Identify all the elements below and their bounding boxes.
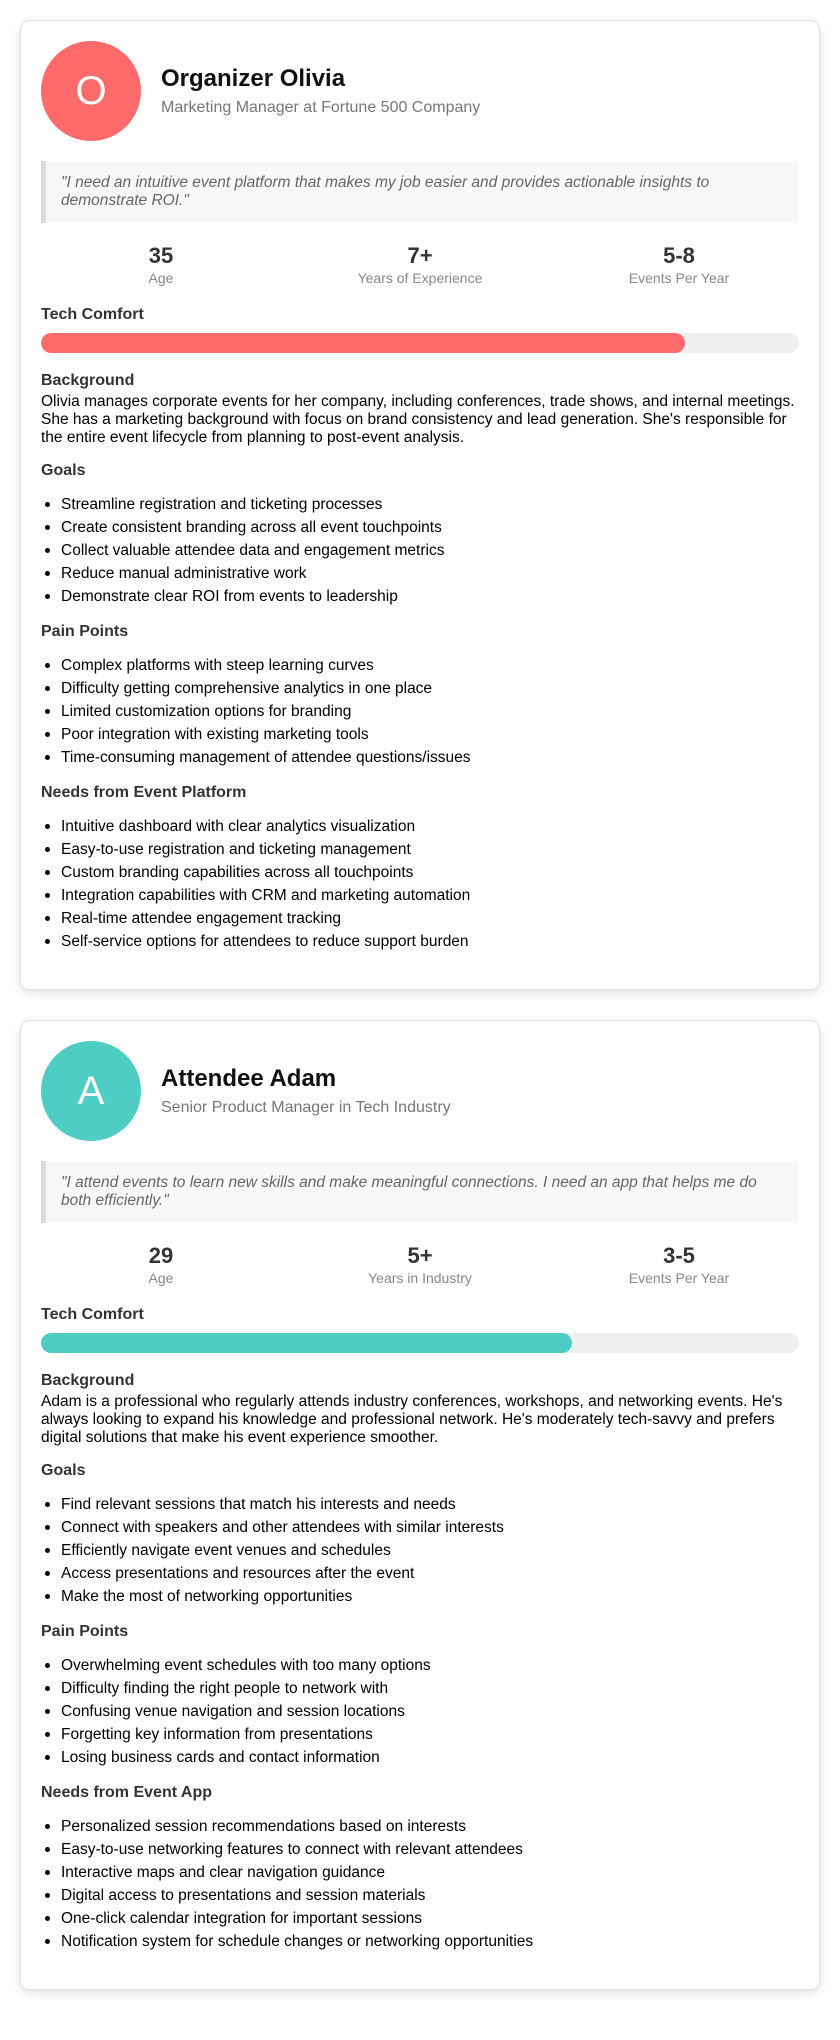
stat-value: 35 [148, 243, 174, 268]
list-item: Personalized session recommendations based on interests [61, 1815, 799, 1838]
list-item: Difficulty finding the right people to network with [61, 1677, 799, 1700]
list-item: Self-service options for attendees to reduce support burden [61, 930, 799, 953]
list-item: Demonstrate clear ROI from events to leadership [61, 585, 799, 608]
background-text: Adam is a professional who regularly attends industry conferences, workshops, and networking events. He's always looking to expand his knowledge and professional network. He's moderately tech-savvy and prefers digital solutions that make his event experience smoother. [41, 1393, 783, 1446]
needs-list [41, 1815, 799, 1953]
stat-value: 5-8 [663, 243, 695, 268]
persona-header [41, 1041, 799, 1141]
list-item: Overwhelming event schedules with too many options [61, 1654, 799, 1677]
list-item: Create consistent branding across all event touchpoints [61, 516, 799, 539]
list-item: Easy-to-use registration and ticketing management [61, 838, 799, 861]
pain-points-title: Pain Points [41, 1623, 129, 1640]
persona-card-adam [20, 1020, 820, 1990]
persona-role: Senior Product Manager in Tech Industry [161, 1099, 451, 1116]
needs-title: Needs from Event Platform [41, 784, 247, 801]
list-item: Integration capabilities with CRM and marketing automation [61, 884, 799, 907]
list-item: Time-consuming management of attendee questions/issues [61, 746, 799, 769]
stat-value: 5+ [407, 1243, 433, 1268]
list-item: Forgetting key information from presentations [61, 1723, 799, 1746]
stat-age [41, 1243, 281, 1287]
list-item: Make the most of networking opportunities [61, 1585, 799, 1608]
stat-label: Events Per Year [628, 1270, 730, 1286]
goals-list [41, 1493, 799, 1608]
stat-events [559, 243, 799, 287]
background-title: Background [41, 372, 135, 389]
stat-events [559, 1243, 799, 1287]
tech-comfort-title: Tech Comfort [41, 1306, 144, 1323]
persona-heading [161, 1064, 451, 1118]
goals-title: Goals [41, 462, 86, 479]
list-item: Easy-to-use networking features to connect with relevant attendees [61, 1838, 799, 1861]
stat-label: Events Per Year [628, 270, 730, 286]
tech-comfort-fill [41, 1333, 572, 1353]
list-item: Poor integration with existing marketing tools [61, 723, 799, 746]
persona-heading [161, 64, 480, 118]
stat-label: Years in Industry [368, 1270, 472, 1286]
background-title: Background [41, 1372, 135, 1389]
persona-stats [41, 243, 799, 287]
stat-experience [300, 1243, 540, 1287]
goals-title: Goals [41, 1462, 86, 1479]
stat-label: Years of Experience [357, 270, 483, 286]
list-item: Interactive maps and clear navigation guidance [61, 1861, 799, 1884]
list-item: Collect valuable attendee data and engagement metrics [61, 539, 799, 562]
persona-role: Marketing Manager at Fortune 500 Company [161, 99, 481, 116]
persona-name: Organizer Olivia [161, 65, 346, 92]
needs-list [41, 815, 799, 953]
list-item: One-click calendar integration for important sessions [61, 1907, 799, 1930]
list-item: Confusing venue navigation and session locations [61, 1700, 799, 1723]
avatar: O [41, 41, 141, 141]
stat-label: Age [148, 1270, 174, 1286]
list-item: Limited customization options for branding [61, 700, 799, 723]
persona-header [41, 41, 799, 141]
needs-title: Needs from Event App [41, 1784, 212, 1801]
persona-quote: "I need an intuitive event platform that makes my job easier and provides actionable insights to demonstrate ROI." [41, 161, 799, 223]
tech-comfort-bar [41, 333, 799, 353]
list-item: Custom branding capabilities across all touchpoints [61, 861, 799, 884]
goals-list [41, 493, 799, 608]
list-item: Find relevant sessions that match his interests and needs [61, 1493, 799, 1516]
pain-points-list [41, 654, 799, 769]
pain-points-title: Pain Points [41, 623, 129, 640]
list-item: Connect with speakers and other attendees with similar interests [61, 1516, 799, 1539]
stat-age [41, 243, 281, 287]
stat-value: 3-5 [663, 1243, 695, 1268]
persona-quote: "I attend events to learn new skills and make meaningful connections. I need an app that helps me do both efficiently." [41, 1161, 799, 1223]
background-text: Olivia manages corporate events for her company, including conferences, trade shows, and internal meetings. She has a marketing background with focus on brand consistency and lead generation. She's responsible for the entire event lifecycle from planning to post-event analysis. [41, 393, 795, 446]
list-item: Complex platforms with steep learning curves [61, 654, 799, 677]
persona-card-olivia [20, 20, 820, 990]
list-item: Efficiently navigate event venues and schedules [61, 1539, 799, 1562]
list-item: Access presentations and resources after the event [61, 1562, 799, 1585]
list-item: Real-time attendee engagement tracking [61, 907, 799, 930]
list-item: Losing business cards and contact information [61, 1746, 799, 1769]
persona-stats [41, 1243, 799, 1287]
tech-comfort-title: Tech Comfort [41, 306, 144, 323]
tech-comfort-fill [41, 333, 685, 353]
avatar: A [41, 1041, 141, 1141]
persona-name: Attendee Adam [161, 1065, 337, 1092]
list-item: Digital access to presentations and session materials [61, 1884, 799, 1907]
stat-value: 7+ [407, 243, 433, 268]
stat-label: Age [148, 270, 174, 286]
list-item: Streamline registration and ticketing processes [61, 493, 799, 516]
list-item: Reduce manual administrative work [61, 562, 799, 585]
stat-value: 29 [148, 1243, 174, 1268]
list-item: Notification system for schedule changes or networking opportunities [61, 1930, 799, 1953]
pain-points-list [41, 1654, 799, 1769]
stat-experience [300, 243, 540, 287]
tech-comfort-bar [41, 1333, 799, 1353]
list-item: Difficulty getting comprehensive analytics in one place [61, 677, 799, 700]
list-item: Intuitive dashboard with clear analytics visualization [61, 815, 799, 838]
